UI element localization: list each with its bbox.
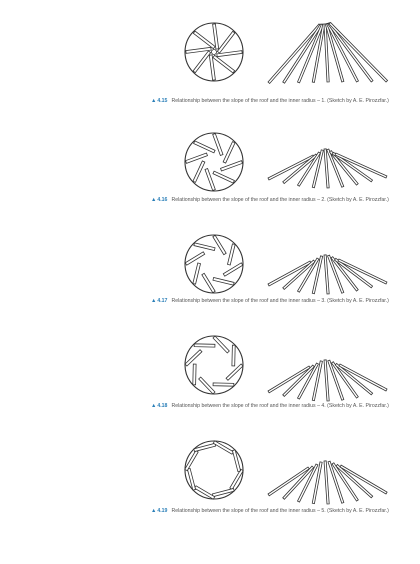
triangle-marker-icon: ▲: [151, 508, 157, 514]
beam-elevation: [268, 24, 321, 83]
beam-plan: [213, 383, 234, 386]
beam-plan: [227, 244, 235, 265]
figure-4-18: [0, 323, 420, 433]
beam-plan: [194, 344, 215, 347]
figure-number: 4.18: [157, 403, 168, 409]
beam-plan: [223, 142, 235, 163]
reciprocal-roof-elevation-icon: [262, 339, 392, 409]
beam-plan: [194, 243, 215, 251]
caption-text: Relationship between the slope of the roof and the inner radius – 4. (Sketch by A. E. Pirozzfar.): [171, 403, 389, 409]
reciprocal-roof-plan-icon: [182, 438, 246, 502]
triangle-marker-icon: ▲: [151, 298, 157, 304]
figure-4-17: [0, 222, 420, 332]
beam-plan: [213, 277, 234, 285]
beam-elevation: [324, 360, 329, 401]
beam-plan: [213, 235, 226, 254]
figure-caption: [151, 508, 396, 514]
beam-plan: [213, 171, 234, 183]
reciprocal-roof-plan-icon: [182, 333, 246, 397]
figure-4-16: [0, 120, 420, 230]
beam-elevation: [327, 23, 359, 82]
beam-plan: [193, 161, 205, 182]
figure-number: 4.16: [157, 197, 168, 203]
figure-caption: [151, 197, 396, 203]
beam-elevation: [329, 22, 388, 82]
beam-plan: [193, 263, 201, 284]
figure-number: 4.17: [157, 298, 168, 304]
caption-text: Relationship between the slope of the roof and the inner radius – 2. (Sketch by A. E. Pirozzfar.): [171, 197, 389, 203]
figure-4-19: [0, 430, 420, 540]
beam-plan: [202, 273, 215, 292]
beam-plan: [212, 488, 234, 496]
figure-caption: [151, 403, 396, 409]
reciprocal-roof-elevation-icon: [262, 236, 392, 306]
beam-plan: [232, 345, 235, 366]
reciprocal-roof-elevation-icon: [262, 134, 392, 204]
beam-plan: [217, 31, 235, 53]
beam-plan: [232, 450, 240, 472]
beam-plan: [185, 252, 204, 265]
reciprocal-roof-elevation-icon: [262, 444, 392, 514]
beam-plan: [194, 141, 215, 153]
caption-text: Relationship between the slope of the roof and the inner radius – 5. (Sketch by A. E. Pirozzfar.): [171, 508, 389, 514]
triangle-marker-icon: ▲: [151, 197, 157, 203]
triangle-marker-icon: ▲: [151, 98, 157, 104]
caption-text: Relationship between the slope of the roof and the inner radius – 1. (Sketch by A. E. Pirozzfar.): [171, 98, 389, 104]
figure-caption: [151, 98, 396, 104]
beam-plan: [194, 443, 216, 451]
triangle-marker-icon: ▲: [151, 403, 157, 409]
beam-plan: [193, 51, 211, 73]
reciprocal-roof-plan-icon: [182, 130, 246, 194]
beam-plan: [213, 55, 235, 73]
reciprocal-roof-plan-icon: [182, 232, 246, 296]
reciprocal-roof-elevation-icon: [262, 20, 392, 90]
caption-text: Relationship between the slope of the roof and the inner radius – 3. (Sketch by A. E. Pirozzfar.): [171, 298, 389, 304]
beam-plan: [223, 263, 242, 276]
beam-plan: [193, 31, 215, 49]
beam-plan: [187, 468, 195, 490]
reciprocal-roof-plan-icon: [182, 20, 246, 84]
beam-elevation: [324, 461, 329, 504]
beam-elevation: [324, 255, 329, 294]
figure-number: 4.15: [157, 98, 168, 104]
figure-caption: [151, 298, 396, 304]
figure-number: 4.19: [157, 508, 168, 514]
beam-plan: [193, 364, 196, 385]
